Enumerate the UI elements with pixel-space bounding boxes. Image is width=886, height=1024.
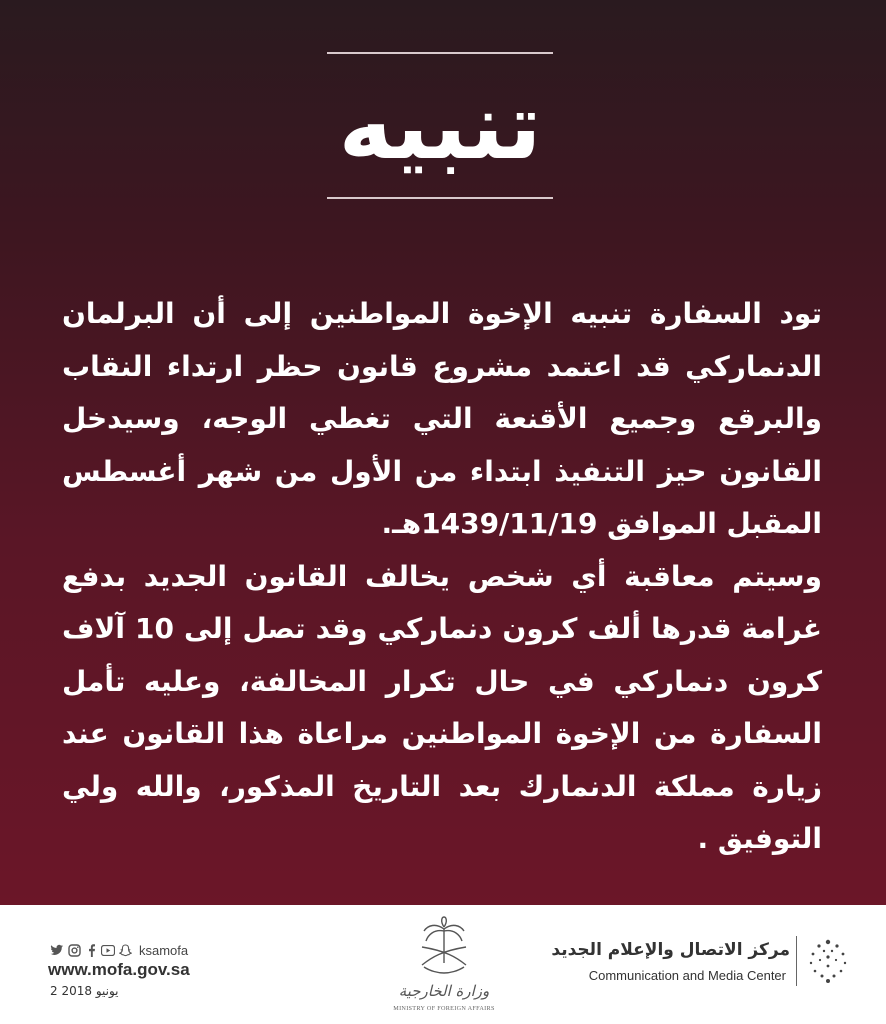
facebook-icon[interactable] (84, 943, 98, 957)
center-name-en: Communication and Media Center (588, 968, 786, 983)
notice-paragraph-2: وسيتم معاقبة أي شخص يخالف القانون الجديد بدفع غرامة قدرها ألف كرون دنماركي وقد تصل إلى 10 آلاف كرون دنماركي في حال تكرار المخالفة، وعليه تأمل السفارة من الإخوة المواطنين مراعاة هذا القانون عند زيارة مملكة الدنمارك بعد التاريخ المذكور، والله ولي التوفيق . (62, 559, 822, 855)
notice-paragraph-1: تود السفارة تنبيه الإخوة المواطنين إلى أن البرلمان الدنماركي قد اعتمد مشروع قانون حظر ارتداء النقاب والبرقع وجميع الأقنعة التي تغطي الوجه، وسيدخل القانون حيز التنفيذ ابتداء من الأول من شهر أغسطس المقبل الموافق 1439/11/19هـ. (62, 297, 822, 540)
footer-divider (796, 936, 797, 986)
youtube-icon[interactable] (101, 943, 115, 957)
title-top-rule (327, 52, 553, 54)
social-handle[interactable]: ksamofa (139, 942, 189, 958)
snapchat-icon[interactable] (118, 943, 132, 957)
social-links (50, 940, 188, 960)
ministry-name-en: MINISTRY OF FOREIGN AFFAIRS (393, 1005, 495, 1012)
notice-body (62, 288, 822, 866)
website-link[interactable]: www.mofa.gov.sa (48, 960, 190, 979)
dotted-circle-logo-icon (806, 938, 850, 984)
ministry-emblem (386, 915, 502, 1015)
center-name-ar: مركز الاتصال والإعلام الجديد (551, 940, 790, 960)
ministry-name-ar: وزارة الخارجية (398, 982, 490, 1000)
title-bottom-rule (327, 197, 553, 199)
twitter-icon[interactable] (50, 943, 64, 957)
instagram-icon[interactable] (67, 943, 81, 957)
notice-title: تنبيه (338, 73, 542, 180)
saudi-emblem-palm-swords-icon (422, 917, 466, 973)
publish-date: 2 يونيو 2018 (50, 984, 119, 998)
